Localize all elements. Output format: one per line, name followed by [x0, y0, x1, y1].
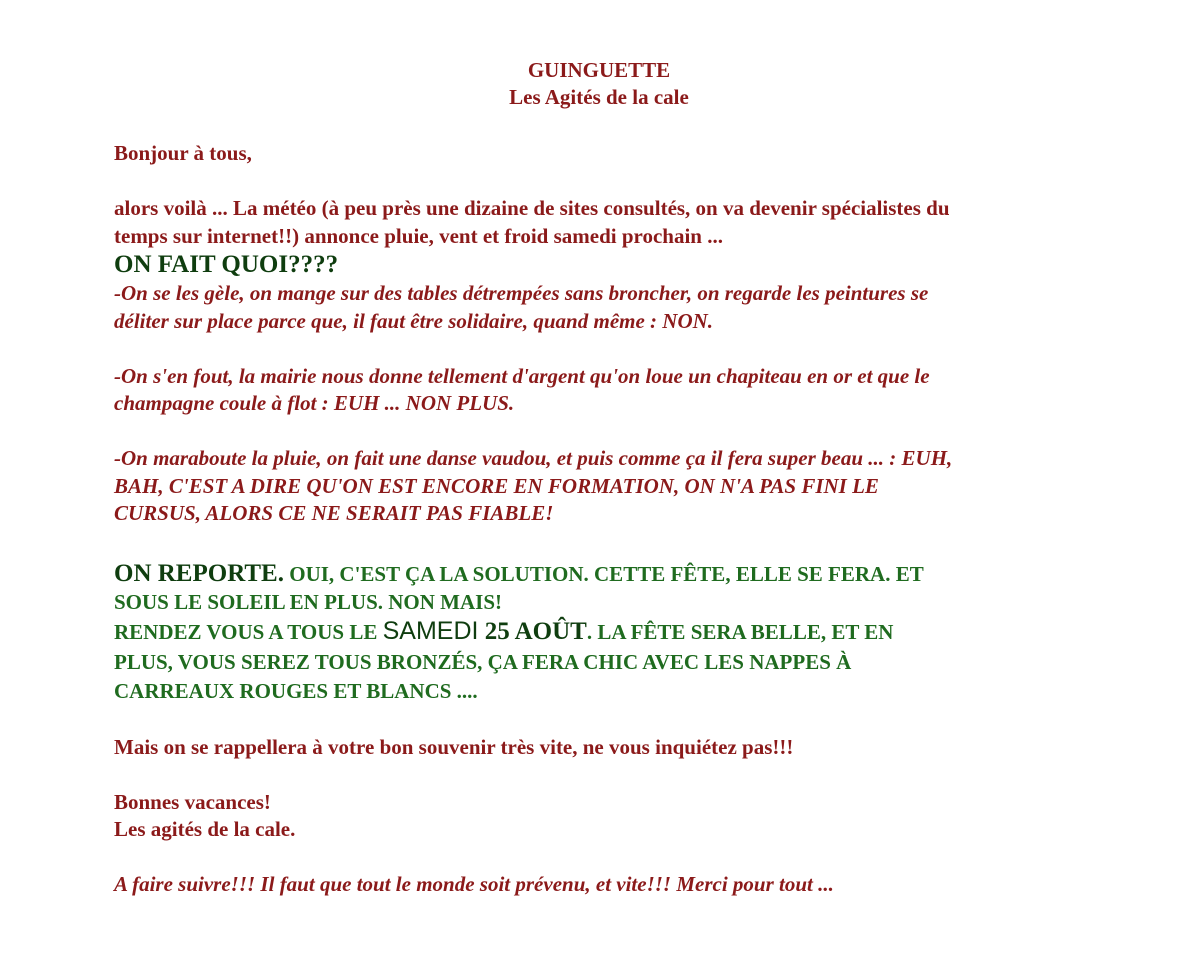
date-rest: 25 AOÛT	[478, 618, 587, 645]
signature: Les agités de la cale.	[114, 817, 296, 841]
greeting: Bonjour à tous,	[114, 141, 252, 165]
spacer	[114, 761, 1084, 789]
solution-paragraph	[114, 559, 1084, 707]
spacer	[114, 111, 1084, 140]
spacer	[114, 528, 1084, 559]
intro-paragraph	[114, 195, 1084, 250]
page-subtitle: Les Agités de la cale	[509, 85, 689, 109]
solution-line-1	[114, 559, 1084, 589]
question-heading: ON FAIT QUOI????	[114, 251, 339, 278]
solution-lead: ON REPORTE.	[114, 559, 284, 587]
spacer	[114, 335, 1084, 363]
solution-line-2: SOUS LE SOLEIL EN PLUS. NON MAIS!	[114, 589, 503, 614]
option-2	[114, 363, 1084, 418]
closing-line-1: Bonnes vacances!	[114, 789, 271, 814]
option-line: -On s'en fout, la mairie nous donne tellement d'argent qu'on loue un chapiteau en or et que le	[114, 363, 930, 388]
spacer	[114, 706, 1084, 734]
page-title: GUINGUETTE	[527, 58, 671, 82]
solution-line-4: PLUS, VOUS SEREZ TOUS BRONZÉS, ÇA FERA CHIC AVEC LES NAPPES À	[114, 650, 852, 674]
intro-line-1: alors voilà ... La météo (à peu près une dizaine de sites consultés, on va devenir spécialistes du	[114, 196, 950, 220]
reminder: Mais on se rappellera à votre bon souvenir très vite, ne vous inquiétez pas!!!	[114, 734, 794, 759]
spacer	[114, 844, 1084, 872]
solution-text: OUI, C'EST ÇA LA SOLUTION. CETTE FÊTE, ELLE SE FERA. ET	[283, 561, 924, 586]
solution-line-5: CARREAUX ROUGES ET BLANCS ....	[114, 679, 478, 703]
solution-text: RENDEZ VOUS A TOUS LE	[114, 620, 383, 644]
date-day: SAMEDI	[382, 617, 479, 645]
solution-text: . LA FÊTE SERA BELLE, ET EN	[586, 620, 894, 644]
option-line: -On se les gèle, on mange sur des tables détrempées sans broncher, on regarde les peintures se	[114, 281, 929, 305]
option-3	[114, 445, 1084, 528]
option-line: champagne coule à flot : EUH ... NON PLUS.	[114, 391, 515, 415]
solution-line-3	[114, 616, 1084, 648]
spacer	[114, 418, 1084, 446]
document-body	[114, 57, 1084, 899]
option-line: BAH, C'EST A DIRE QU'ON EST ENCORE EN FORMATION, ON N'A PAS FINI LE	[114, 473, 879, 498]
footer-note: A faire suivre!!! Il faut que tout le monde soit prévenu, et vite!!! Merci pour tout ...	[114, 872, 834, 896]
spacer	[114, 168, 1084, 196]
option-1	[114, 280, 1084, 335]
intro-line-2: temps sur internet!!) annonce pluie, vent et froid samedi prochain ...	[114, 223, 723, 248]
option-line: déliter sur place parce que, il faut être solidaire, quand même : NON.	[114, 308, 714, 333]
option-line: CURSUS, ALORS CE NE SERAIT PAS FIABLE!	[114, 501, 554, 525]
header	[114, 57, 1084, 111]
closing	[114, 789, 1084, 844]
option-line: -On maraboute la pluie, on fait une danse vaudou, et puis comme ça il fera super beau ... : EUH,	[114, 446, 953, 470]
